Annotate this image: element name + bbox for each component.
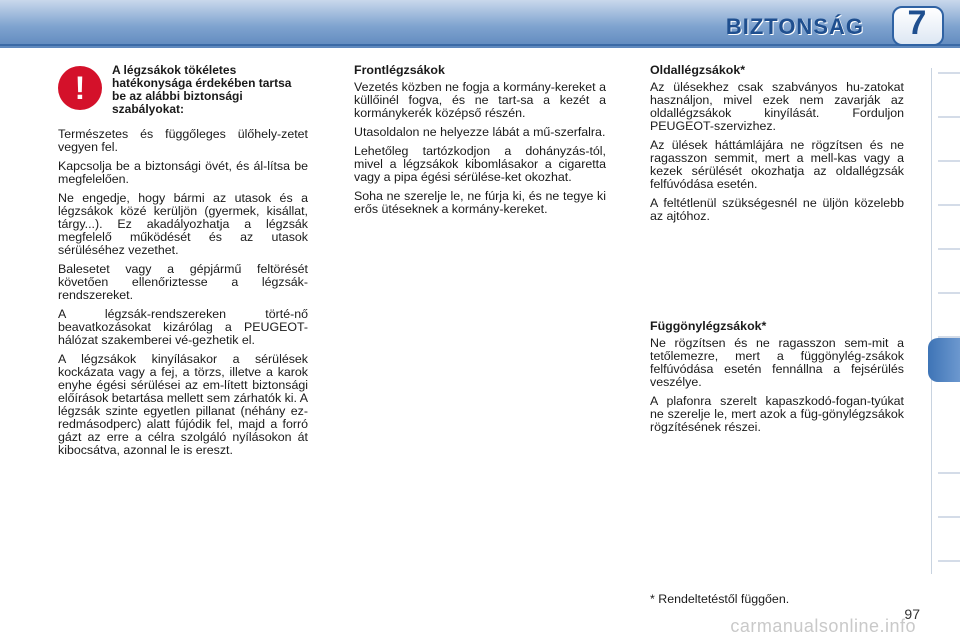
paragraph: Utasoldalon ne helyezze lábát a mű-szerfalra. — [354, 125, 606, 139]
chapter-tab[interactable] — [938, 248, 960, 250]
column-general-rules — [58, 128, 308, 463]
paragraph: A légzsák-rendszereken törté-nő beavatkozásokat kizárólag a PEUGEOT-hálózat szakemberei vé-gezhetik el. — [58, 307, 308, 347]
warning-title: A légzsákok tökéletes hatékonysága érdekében tartsa be az alábbi biztonsági szabályokat: — [112, 63, 292, 116]
section-heading: Frontlégzsákok — [354, 63, 445, 77]
paragraph: Ne rögzítsen és ne ragasszon sem-mit a tetőlemezre, mert a függönylég-zsákok felfúvódása esetén fennállna a fejsérülés veszélye. — [650, 336, 904, 389]
paragraph: Ne engedje, hogy bármi az utasok és a légzsákok közé kerüljön (gyermek, kisállat, tárgy...). Ez akadályozhatja a légzsák megfelelő működését és az utasok sérüléséhez vezethet. — [58, 191, 308, 257]
section-heading: Függönylégzsákok* — [650, 319, 767, 333]
section-heading: Oldallégzsákok* — [650, 63, 746, 77]
chapter-tab[interactable] — [938, 204, 960, 206]
paragraph: A feltétlenül szükségesnél ne üljön közelebb az ajtóhoz. — [650, 196, 904, 223]
chapter-tab[interactable] — [938, 516, 960, 518]
paragraph: Soha ne szerelje le, ne fúrja ki, és ne tegye ki erős ütéseknek a kormány-kereket. — [354, 189, 606, 216]
paragraph: Vezetés közben ne fogja a kormány-kereket a küllőinél fogva, és ne tart-sa a kezét a kormánykerék középső részén. — [354, 80, 606, 120]
chapter-tab[interactable] — [938, 292, 960, 294]
chapter-tab[interactable] — [938, 560, 960, 562]
paragraph: Kapcsolja be a biztonsági övét, és ál-lítsa be megfelelően. — [58, 159, 308, 186]
paragraph: Balesetet vagy a gépjármű feltörését követően ellenőriztesse a légzsák-rendszereket. — [58, 262, 308, 302]
paragraph: Természetes és függőleges ülőhely-zetet vegyen fel. — [58, 127, 308, 154]
column-side-airbags — [650, 64, 904, 229]
exclamation-circle-icon: ! — [58, 66, 102, 110]
chapter-tab[interactable] — [938, 472, 960, 474]
chapter-tab-active[interactable] — [928, 338, 960, 382]
page-number: 97 — [904, 606, 920, 622]
paragraph: A légzsákok kinyílásakor a sérülések kockázata vagy a fej, a törzs, illetve a karok enyhe égési sérülései az em-lített biztonsági előírások betartása mellett sem zárhatók ki. A légzsák szinte egyetlen pillanat (néhány ez-redmásodperc) alatt fújódik fel, majd a forró gázt az erre a célra szolgáló nyílásokon át kibocsátva, azonnal le is ereszt. — [58, 352, 308, 457]
chapter-tab[interactable] — [938, 160, 960, 162]
header-divider — [0, 44, 960, 46]
chapter-tab[interactable] — [938, 116, 960, 118]
chapter-tab[interactable] — [938, 72, 960, 74]
chapter-number: 7 — [907, 4, 927, 42]
paragraph: Lehetőleg tartózkodjon a dohányzás-tól, mivel a légzsákok kibomlásakor a cigaretta vagy a pipa égési sérülése-ket okozhat. — [354, 144, 606, 184]
paragraph: A plafonra szerelt kapaszkodó-fogan-tyúkat ne szerelje le, mert azok a füg-gönylégzsákok rögzítésének részei. — [650, 394, 904, 434]
paragraph: Az ülésekhez csak szabványos hu-zatokat használjon, mivel ezek nem zavarják az oldallégzsákok kinyílását. Forduljon PEUGEOT-szervizhez. — [650, 80, 904, 133]
column-curtain-airbags — [650, 320, 904, 440]
paragraph: Az ülések háttámlájára ne rögzítsen és ne ragasszon semmit, mert a mell-kas vagy a kezek sérülését okozhatja az oldallégzsák felfúvódása esetén. — [650, 138, 904, 191]
column-front-airbags — [354, 64, 606, 222]
header-band — [0, 0, 960, 48]
watermark: carmanualsonline.info — [730, 616, 916, 636]
chapter-title: BIZTONSÁG — [725, 14, 864, 39]
chapter-tab-strip — [931, 68, 960, 574]
footnote: * Rendeltetéstől függően. — [650, 592, 790, 606]
